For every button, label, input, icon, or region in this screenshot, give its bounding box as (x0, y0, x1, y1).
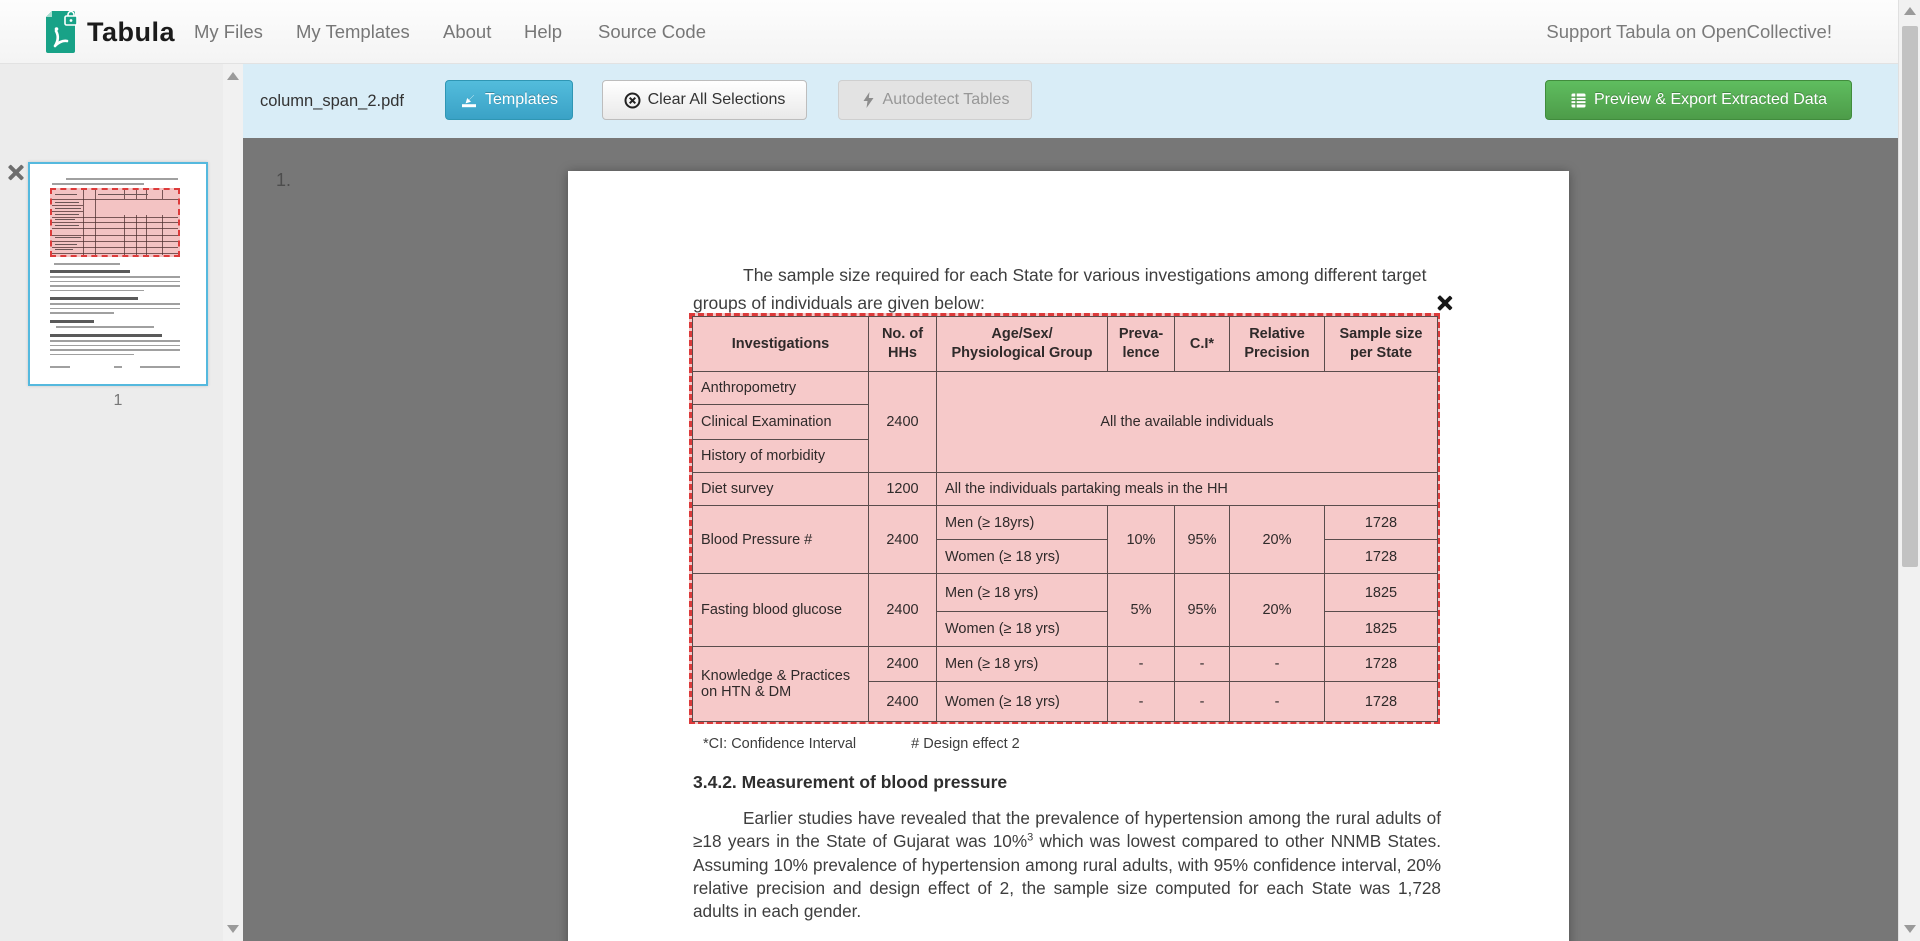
thumbnail-decoration (50, 276, 180, 278)
support-opencollective-link[interactable]: Support Tabula on OpenCollective! (1546, 21, 1832, 42)
tabula-logo-icon (44, 9, 79, 55)
thumbnail-table-line (52, 247, 178, 248)
thumbnail-decoration (50, 270, 130, 273)
thumbnail-table-line (55, 214, 79, 215)
thumbnail-table-line (55, 244, 77, 245)
col-header-precision: Relative Precision (1230, 317, 1325, 372)
thumbnail-table-line (83, 190, 84, 255)
cell-bp-women: Women (≥ 18 yrs) (937, 540, 1108, 574)
thumbnail-table-line (55, 202, 79, 203)
col-header-sample-size: Sample size per State (1325, 317, 1438, 372)
autodetect-tables-button-disabled[interactable] (838, 80, 1032, 120)
col-header-group: Age/Sex/ Physiological Group (937, 317, 1108, 372)
nav-item-about[interactable]: About (443, 21, 492, 42)
cell-all-available: All the available individuals (937, 372, 1438, 473)
table-row (693, 647, 1438, 682)
window-scrollbar-thumb[interactable] (1902, 26, 1918, 567)
cell-kp-dash2: - (1175, 647, 1230, 682)
thumbnail-decoration (50, 290, 144, 292)
clear-all-selections-label: Clear All Selections (647, 91, 786, 108)
thumbnail-decoration (50, 366, 70, 368)
templates-button-label: Templates (485, 91, 558, 108)
thumbnail-table-line (52, 228, 178, 229)
thumbnail-table-line (146, 215, 147, 255)
templates-button[interactable] (445, 80, 573, 120)
remove-page-icon[interactable] (7, 164, 24, 181)
cell-bp-hhs: 2400 (869, 506, 937, 574)
thumbnail-decoration (50, 354, 134, 356)
brand-title: Tabula (87, 16, 176, 47)
thumbnail-decoration (56, 326, 154, 328)
thumbnail-decoration (52, 183, 144, 185)
cell-kp-women: Women (≥ 18 yrs) (937, 682, 1108, 722)
thumbnail-table-line (146, 190, 147, 199)
table-row (693, 506, 1438, 540)
cell-diet-group: All the individuals partaking meals in the HH (937, 473, 1438, 506)
thumbnail-table-line (52, 217, 178, 218)
thumbnail-table-line (52, 211, 83, 212)
autodetect-tables-label: Autodetect Tables (882, 91, 1010, 108)
thumbnail-table-line (95, 190, 96, 255)
sample-size-table (692, 316, 1438, 722)
thumbnail-page-number: 1 (113, 392, 123, 409)
cell-fbg-ci: 95% (1175, 574, 1230, 647)
sidebar-scrollbar[interactable] (223, 64, 243, 941)
thumbnail-decoration (50, 312, 114, 314)
cell-kp-hhs1: 2400 (869, 647, 937, 682)
thumbnail-table-line (52, 241, 178, 242)
thumbnail-decoration (50, 340, 180, 342)
thumbnail-decoration (114, 366, 122, 368)
window-scroll-up-icon[interactable] (1904, 7, 1916, 15)
cell-kp-hhs2: 2400 (869, 682, 937, 722)
cell-bp-precision: 20% (1230, 506, 1325, 574)
page-thumbnail[interactable] (28, 162, 208, 386)
table-row (693, 473, 1438, 506)
cell-kp-men-n: 1728 (1325, 647, 1438, 682)
cell-fbg-label: Fasting blood glucose (693, 574, 869, 647)
thumbnail-decoration (50, 349, 180, 351)
table-row (693, 574, 1438, 612)
window-scroll-down-icon[interactable] (1904, 925, 1916, 933)
intro-paragraph: The sample size required for each State for various investigations among different target groups of individuals are given below: (693, 265, 1427, 313)
cell-kp-label: Knowledge & Practices on HTN & DM (693, 647, 869, 722)
page-thumbnail-preview (30, 164, 206, 384)
table-header-row (693, 317, 1438, 372)
thumbnail-table-line (55, 237, 81, 238)
canvas-page-label: 1. (276, 170, 292, 190)
preview-export-label: Preview & Export Extracted Data (1594, 91, 1827, 108)
thumbnail-decoration (50, 297, 138, 300)
thumbnail-table-line (55, 225, 79, 226)
thumbnail-table-line (162, 190, 163, 199)
document-toolbar (243, 64, 1898, 138)
thumbnail-decoration (54, 263, 120, 265)
page-thumbnail-sidebar (0, 64, 243, 941)
remove-circle-icon (624, 92, 641, 109)
cell-hhs-2400-merged: 2400 (869, 372, 937, 473)
table-row (693, 372, 1438, 405)
thumbnail-decoration (50, 345, 180, 347)
thumbnail-table-line (136, 190, 137, 199)
table-footnote (703, 736, 1020, 752)
thumbnail-selection-overlay (50, 188, 180, 257)
cell-diet-hhs: 1200 (869, 473, 937, 506)
cell-kp-dash3: - (1230, 647, 1325, 682)
col-header-ci: C.I* (1175, 317, 1230, 372)
thumbnail-decoration (50, 334, 162, 337)
cell-kp-men: Men (≥ 18 yrs) (937, 647, 1108, 682)
nav-item-source-code[interactable]: Source Code (598, 21, 706, 42)
cell-bp-women-n: 1728 (1325, 540, 1438, 574)
document-filename: column_span_2.pdf (260, 91, 405, 110)
cell-kp-dash1: - (1108, 647, 1175, 682)
brand[interactable] (44, 9, 175, 55)
thumbnail-table-line (52, 222, 178, 223)
thumbnail-table-line (55, 219, 75, 220)
cell-fbg-men: Men (≥ 18 yrs) (937, 574, 1108, 612)
footnote-ci: *CI: Confidence Interval (703, 736, 857, 752)
cell-bp-men: Men (≥ 18yrs) (937, 506, 1108, 540)
cell-fbg-precision: 20% (1230, 574, 1325, 647)
cell-fbg-men-n: 1825 (1325, 574, 1438, 612)
table-export-icon (1570, 92, 1587, 109)
cell-bp-ci: 95% (1175, 506, 1230, 574)
cell-fbg-prevalence: 5% (1108, 574, 1175, 647)
thumbnail-table-line (55, 249, 73, 250)
cell-bp-prevalence: 10% (1108, 506, 1175, 574)
thumbnail-table-line (124, 215, 125, 255)
cell-fbg-women: Women (≥ 18 yrs) (937, 612, 1108, 647)
thumbnail-decoration (50, 303, 180, 305)
thumbnail-decoration (50, 281, 180, 283)
cell-diet-label: Diet survey (693, 473, 869, 506)
nav-item-my-templates[interactable]: My Templates (296, 21, 410, 42)
cell-kp-women-n: 1728 (1325, 682, 1438, 722)
document-canvas (243, 138, 1898, 941)
selection-close-icon[interactable] (1436, 295, 1452, 311)
thumbnail-table-line (55, 208, 81, 209)
thumbnail-table-line (136, 215, 137, 255)
sidebar-scroll-up-icon[interactable] (227, 72, 239, 80)
thumbnail-decoration (140, 366, 180, 368)
template-save-icon (460, 91, 478, 109)
cell-kp-dash5: - (1175, 682, 1230, 722)
thumbnail-table-line (52, 253, 178, 254)
thumbnail-table-line (124, 190, 125, 199)
body-paragraph: Earlier studies have revealed that the prevalence of hypertension among the rural adults of ≥18 years in the State of Gujarat was 10%$^3$ which was lowest compared to other NNMB States. Assuming 10% prevalence of hypertension among rural adults, with 95% confidence interval, 20% relative precision and design effect of 2, the sample size computed for each State was 1,728 adults in each gender. (693, 808, 1441, 922)
cell-bp-men-n: 1728 (1325, 506, 1438, 540)
cell-history: History of morbidity (693, 440, 869, 473)
pdf-page[interactable] (568, 171, 1569, 941)
cell-bp-label: Blood Pressure # (693, 506, 869, 574)
cell-kp-dash6: - (1230, 682, 1325, 722)
window-scrollbar[interactable] (1898, 0, 1920, 941)
clear-all-selections-button[interactable] (602, 80, 807, 120)
cell-kp-dash4: - (1108, 682, 1175, 722)
thumbnail-table-line (98, 194, 148, 195)
cell-fbg-hhs: 2400 (869, 574, 937, 647)
sidebar-scroll-down-icon[interactable] (227, 925, 239, 933)
thumbnail-decoration (50, 285, 180, 287)
thumbnail-decoration (66, 178, 178, 180)
col-header-hhs: No. of HHs (869, 317, 937, 372)
preview-export-button[interactable] (1545, 80, 1852, 120)
col-header-prevalence: Preva- lence (1108, 317, 1175, 372)
lightning-bolt-icon (861, 91, 876, 109)
thumbnail-table-line (52, 205, 83, 206)
cell-anthropometry: Anthropometry (693, 372, 869, 405)
thumbnail-table-line (162, 215, 163, 255)
cell-fbg-women-n: 1825 (1325, 612, 1438, 647)
reference-superscript: 3 (1027, 831, 1034, 844)
table-selection[interactable] (689, 313, 1440, 724)
thumbnail-decoration (50, 308, 180, 310)
thumbnail-table-line (55, 194, 77, 195)
footnote-design-effect: # Design effect 2 (911, 736, 1020, 752)
col-header-investigations: Investigations (693, 317, 869, 372)
cell-clinical: Clinical Examination (693, 405, 869, 440)
thumbnail-decoration (50, 320, 94, 323)
nav-item-my-files[interactable]: My Files (194, 21, 263, 42)
section-heading: 3.4.2. Measurement of blood pressure (693, 772, 1008, 792)
nav-item-help[interactable]: Help (524, 21, 563, 42)
top-navbar (0, 0, 1920, 64)
thumbnail-table-line (52, 235, 178, 236)
thumbnail-table-line (52, 199, 178, 200)
